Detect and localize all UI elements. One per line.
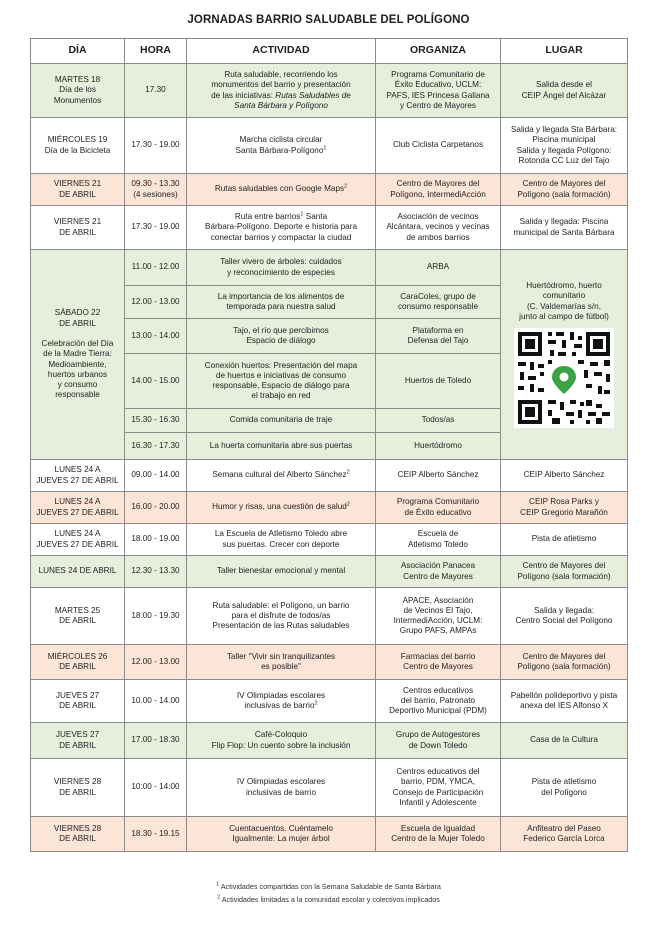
cell-organiza: Programa Comunitario de Éxito Educativo, UCLM: PAFS, IES Princesa Galiana y Centro de Mayores: [376, 64, 501, 118]
cell-actividad: Café-Coloquio Flip Flop: Un cuento sobre la inclusión: [187, 723, 376, 759]
cell-organiza: Huertos de Toledo: [376, 354, 501, 409]
cell-actividad: Ruta saludable: el Polígono, un barrio para el disfrute de todos/as Presentación de las Rutas saludables: [187, 588, 376, 645]
cell-hora: 16.00 - 20.00: [125, 492, 187, 524]
cell-actividad: Taller "Vivir sin tranquilizantes es posible": [187, 645, 376, 680]
cell-organiza: Asociación Panacea Centro de Mayores: [376, 556, 501, 588]
cell-dia: VIERNES 21 DE ABRIL: [31, 206, 125, 250]
cell-dia: VIERNES 21 DE ABRIL: [31, 174, 125, 206]
cell-hora: 17.00 - 18.30: [125, 723, 187, 759]
cell-lugar: CEIP Alberto Sánchez: [501, 460, 628, 492]
cell-lugar: Pista de atletismo del Polígono: [501, 759, 628, 817]
cell-actividad: Rutas saludables con Google Maps$^2$: [187, 174, 376, 206]
cell-hora: 18.00 - 19.30: [125, 588, 187, 645]
header-hora: HORA: [125, 39, 187, 64]
cell-hora: 12.00 - 13.00: [125, 286, 187, 319]
cell-organiza: Escuela de Atletismo Toledo: [376, 524, 501, 556]
cell-actividad: IV Olimpiadas escolares inclusivas de barrio: [187, 759, 376, 817]
cell-organiza: Todos/as: [376, 409, 501, 433]
cell-actividad: Tajo, el río que percibimos Espacio de diálogo: [187, 319, 376, 354]
page-title: JORNADAS BARRIO SALUDABLE DEL POLÍGONO: [187, 14, 470, 26]
cell-hora: 10:00 - 14:00: [125, 759, 187, 817]
cell-hora: 15.30 - 16.30: [125, 409, 187, 433]
cell-hora: 13.00 - 14.00: [125, 319, 187, 354]
cell-dia: LUNES 24 A JUEVES 27 DE ABRIL: [31, 460, 125, 492]
table-row: [31, 250, 628, 286]
header-actividad: ACTIVIDAD: [187, 39, 376, 64]
cell-lugar: Casa de la Cultura: [501, 723, 628, 759]
cell-organiza: CEIP Alberto Sánchez: [376, 460, 501, 492]
cell-dia: VIERNES 28 DE ABRIL: [31, 817, 125, 852]
cell-organiza: Centro de Mayores del Polígono, IntermediAcción: [376, 174, 501, 206]
table-row: [31, 645, 628, 680]
cell-actividad: La importancia de los alimentos de temporada para nuestra salud: [187, 286, 376, 319]
cell-actividad: Cuentacuentos. Cuéntamelo Igualmente: La mujer árbol: [187, 817, 376, 852]
cell-actividad: Taller bienestar emocional y mental: [187, 556, 376, 588]
cell-actividad: Taller vivero de árboles: cuidados y reconocimiento de especies: [187, 250, 376, 286]
cell-dia: JUEVES 27 DE ABRIL: [31, 680, 125, 723]
cell-lugar: Salida y llegada: Piscina municipal de Santa Bárbara: [501, 206, 628, 250]
table-row: [31, 206, 628, 250]
cell-hora: 14.00 - 15.00: [125, 354, 187, 409]
cell-hora: 09.00 - 14.00: [125, 460, 187, 492]
cell-hora: 09.30 - 13.30 (4 sesiones): [125, 174, 187, 206]
cell-lugar: Pabellón polideportivo y pista anexa del IES Alfonso X: [501, 680, 628, 723]
cell-organiza: Farmacias del barrio Centro de Mayores: [376, 645, 501, 680]
cell-hora: 12.00 - 13.00: [125, 645, 187, 680]
cell-hora: 17.30: [125, 64, 187, 118]
table-row: [31, 588, 628, 645]
cell-dia: VIERNES 28 DE ABRIL: [31, 759, 125, 817]
table-row: [31, 492, 628, 524]
cell-actividad: IV Olimpiadas escolares inclusivas de barrio$^2$: [187, 680, 376, 723]
table-row: [31, 524, 628, 556]
cell-lugar: CEIP Rosa Parks y CEIP Gregorio Marañón: [501, 492, 628, 524]
cell-actividad: Ruta saludable, recorriendo los monumentos del barrio y presentación de las iniciativas: Rutas Saludables de Santa Bárbara y Polígono: [187, 64, 376, 118]
footnote-1: $^1$ Actividades compartidas con la Semana Saludable de Santa Bárbara: [216, 881, 441, 891]
cell-actividad: La huerta comunitaria abre sus puertas: [187, 433, 376, 460]
cell-lugar: Salida desde el CEIP Ángel del Alcázar: [501, 64, 628, 118]
cell-hora: 12.30 - 13.30: [125, 556, 187, 588]
cell-organiza: APACE, Asociación de Vecinos El Tajo, IntermediAcción, UCLM: Grupo PAFS, AMPAs: [376, 588, 501, 645]
cell-actividad: Semana cultural del Alberto Sánchez$^2$: [187, 460, 376, 492]
header-lugar: LUGAR: [501, 39, 628, 64]
cell-organiza: Plataforma en Defensa del Tajo: [376, 319, 501, 354]
cell-dia: JUEVES 27 DE ABRIL: [31, 723, 125, 759]
cell-lugar: Huertódromo, huerto comunitario (C. Valdemarías s/n, junto al campo de fútbol): [501, 250, 628, 460]
cell-organiza: Centros educativos del barrio, Patronato Deportivo Municipal (PDM): [376, 680, 501, 723]
schedule-table: [30, 38, 628, 852]
cell-actividad: La Escuela de Atletismo Toledo abre sus puertas. Crecer con deporte: [187, 524, 376, 556]
cell-actividad: Ruta entre barrios$^1$ Santa Bárbara-Polígono. Deporte e historia para conectar barrios y compactar la ciudad: [187, 206, 376, 250]
table-row: [31, 680, 628, 723]
cell-dia: LUNES 24 A JUEVES 27 DE ABRIL: [31, 492, 125, 524]
table-row: [31, 723, 628, 759]
cell-actividad: Humor y risas, una cuestión de salud$^2$: [187, 492, 376, 524]
cell-organiza: Escuela de Igualdad Centro de la Mujer Toledo: [376, 817, 501, 852]
cell-lugar: Centro de Mayores del Polígono (sala formación): [501, 556, 628, 588]
cell-organiza: ARBA: [376, 250, 501, 286]
footnote-2: $^2$ Actividades limitadas a la comunidad escolar y colectivos implicados: [217, 894, 440, 904]
qr-code-icon[interactable]: [514, 328, 614, 428]
cell-lugar: Salida y llegada: Centro Social del Polígono: [501, 588, 628, 645]
cell-dia: MIÉRCOLES 26 DE ABRIL: [31, 645, 125, 680]
cell-hora: 18.30 - 19.15: [125, 817, 187, 852]
cell-hora: 17.30 - 19.00: [125, 206, 187, 250]
cell-lugar: Centro de Mayores del Polígono (sala formación): [501, 174, 628, 206]
cell-lugar: Centro de Mayores del Polígono (sala formación): [501, 645, 628, 680]
cell-lugar: Anfiteatro del Paseo Federico García Lorca: [501, 817, 628, 852]
header-organiza: ORGANIZA: [376, 39, 501, 64]
cell-dia: LUNES 24 DE ABRIL: [31, 556, 125, 588]
cell-organiza: Grupo de Autogestores de Down Toledo: [376, 723, 501, 759]
cell-organiza: Programa Comunitario de Éxito educativo: [376, 492, 501, 524]
cell-dia: SÁBADO 22 DE ABRIL Celebración del Día de la Madre Tierra: Medioambiente, huertos urbanos y consumo responsable: [31, 250, 125, 460]
cell-hora: 11.00 - 12.00: [125, 250, 187, 286]
cell-dia: MIÉRCOLES 19 Día de la Bicicleta: [31, 118, 125, 174]
cell-hora: 18.00 - 19.00: [125, 524, 187, 556]
cell-actividad: Conexión huertos: Presentación del mapa de huertos e iniciativas de consumo responsable, Espacio de diálogo para el trabajo en red: [187, 354, 376, 409]
cell-actividad: Marcha ciclista circular Santa Bárbara-Polígono$^1$: [187, 118, 376, 174]
table-row: [31, 759, 628, 817]
cell-actividad: Comida comunitaria de traje: [187, 409, 376, 433]
table-row: [31, 174, 628, 206]
cell-dia: MARTES 25 DE ABRIL: [31, 588, 125, 645]
cell-hora: 10.00 - 14.00: [125, 680, 187, 723]
cell-organiza: Huertódromo: [376, 433, 501, 460]
cell-organiza: Centros educativos del barrio, PDM, YMCA, Consejo de Participación Infantil y Adolescente: [376, 759, 501, 817]
header-dia: DÍA: [31, 39, 125, 64]
table-row: [31, 64, 628, 118]
table-header-row: [31, 39, 628, 64]
table-row: [31, 556, 628, 588]
cell-organiza: Club Ciclista Carpetanos: [376, 118, 501, 174]
cell-dia: MARTES 18 Día de los Monumentos: [31, 64, 125, 118]
cell-lugar: Pista de atletismo: [501, 524, 628, 556]
cell-organiza: Asociación de vecinos Alcántara, vecinos y vecinas de ambos barrios: [376, 206, 501, 250]
cell-lugar: Salida y llegada Sta Bárbara: Piscina municipal Salida y llegada Polígono: Rotonda CC Luz del Tajo: [501, 118, 628, 174]
table-row: [31, 817, 628, 852]
cell-hora: 17.30 - 19.00: [125, 118, 187, 174]
cell-dia: LUNES 24 A JUEVES 27 DE ABRIL: [31, 524, 125, 556]
cell-hora: 16.30 - 17.30: [125, 433, 187, 460]
table-row: [31, 460, 628, 492]
cell-organiza: CaraColes, grupo de consumo responsable: [376, 286, 501, 319]
table-row: [31, 118, 628, 174]
